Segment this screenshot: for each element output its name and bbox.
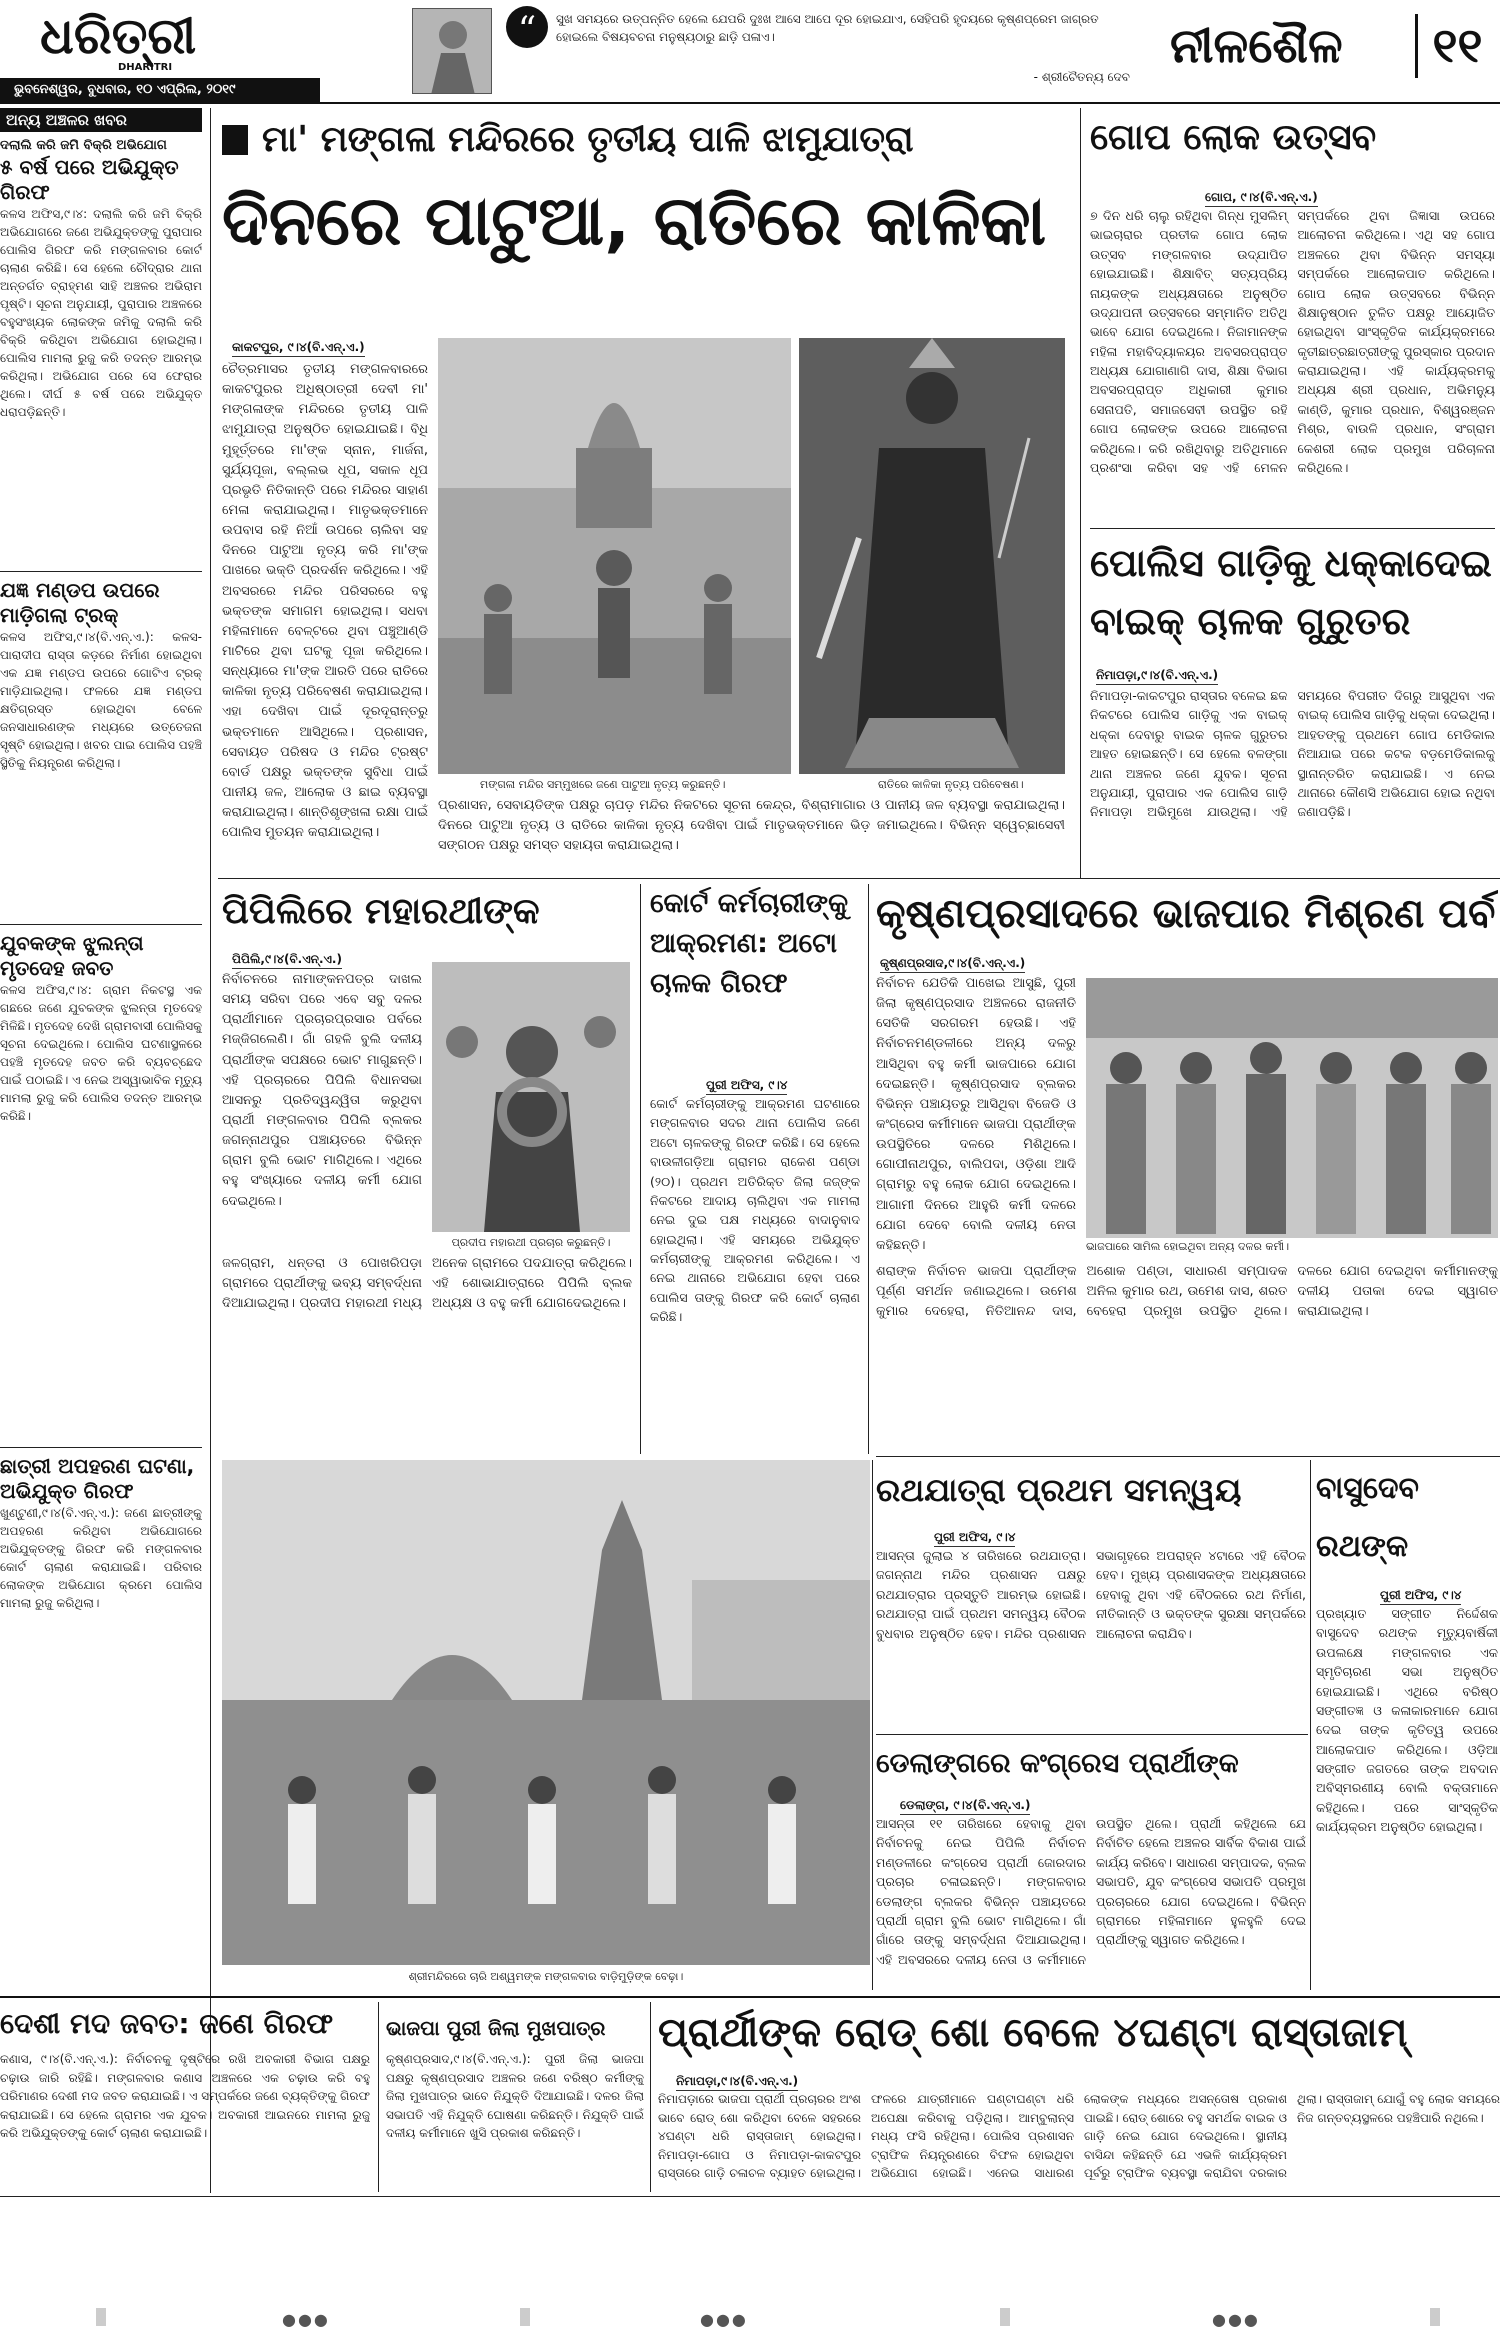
register-dots-icon: ●●● xyxy=(700,2310,748,2329)
lead-headline: ଦିନରେ ପାଟୁଆ, ରାତିରେ କାଳିକା xyxy=(222,182,1047,261)
krushna-body: ନିର୍ବାଚନ ଯେତିକି ପାଖେଇ ଆସୁଛି, ପୁରୀ ଜିଲା କୃଷ୍ଣପ୍ରସାଦ ଅଞ୍ଚଳରେ ରାଜନୀତି ସେତିକି ସରଗରମ ହେଉଛି। ଏହି ନିର୍ବାଚନମଣ୍ଡଳୀରେ ଅନ୍ୟ ଦଳରୁ ଆସିଥିବା ବହୁ କର୍ମୀ ଭାଜପାରେ ଯୋଗ ଦେଇଛନ୍ତି। କୃଷ୍ଣପ୍ରସାଦ ବ୍ଲକର ବିଭିନ୍ନ ପଞ୍ଚାୟତରୁ ଆସିଥିବା ବିଜେଡି ଓ କଂଗ୍ରେସ କର୍ମୀମାନେ ଭାଜପା ପ୍ରାର୍ଥୀଙ୍କ ଉପସ୍ଥିତିରେ ଦଳରେ ମିଶିଥିଲେ। ଗୋପୀନାଥପୁର, ବାଲିପଦା, ଓଡ଼ିଶା ଆଦି ଗ୍ରାମରୁ ବହୁ ଲୋକ ଯୋଗ ଦେଇଥିଲେ। ଆଗାମୀ ଦିନରେ ଆହୁରି କର୍ମୀ ଦଳରେ ଯୋଗ ଦେବେ ବୋଲି ଦଳୀୟ ନେତା କହିଛନ୍ତି। xyxy=(876,976,1076,1253)
srimandir-photo-caption: ଶ୍ରୀମନ୍ଦିରରେ ଚାରି ଅଶ୍ୱମଙ୍କ ମଙ୍ଗଳବାର ବାଡ଼ିମୁଡ଼ିଙ୍କ ବେଢ଼ା। xyxy=(408,1970,684,1983)
patua-photo-caption: ମଙ୍ଗଳା ମନ୍ଦିର ସମ୍ମୁଖରେ ଜଣେ ପାଟୁଆ ନୃତ୍ୟ କରୁଛନ୍ତି। xyxy=(480,778,726,791)
deity-image xyxy=(412,8,492,94)
register-dots-icon: ●●● xyxy=(282,2310,330,2329)
sidebar-divider xyxy=(0,571,202,572)
masthead-quote: ସୁଖ ସମୟରେ ଉତ୍ପନ୍ନିତ ହେଲେ ଯେପରି ଦୁଃଖ ଆସେ ଆପେ ଦୂର ହୋଇଯାଏ, ସେହିପରି ହୃଦୟରେ କୃଷ୍ଣପ୍ରେମ ଜାଗ୍ରତ ହୋଇଲେ ବିଷୟବଚନା ମନୁଷ୍ୟଠାରୁ ଛାଡ଼ି ପଳାଏ। xyxy=(556,12,1099,44)
masthead-date-bar: ଭୁବନେଶ୍ୱର, ବୁଧବାର, ୧୦ ଏପ୍ରିଲ, ୨୦୧୯ xyxy=(0,78,320,102)
kicker-square-icon xyxy=(222,125,248,155)
sidebar-intro: ଦଲାଲି କରି ଜମି ବିକ୍ରି ଅଭିଯୋଗ xyxy=(0,138,167,153)
footer-rule xyxy=(0,2196,1500,2197)
kalika-photo-caption: ରାତିରେ କାଳିକା ନୃତ୍ୟ ପରିବେଷଣ। xyxy=(878,778,1024,791)
quote-mark-icon: “ xyxy=(506,6,548,48)
pipili-headline: ପିପିଲିରେ ମହାରଥୀଙ୍କ xyxy=(222,891,540,932)
sidebar-story1-body: କଳସ ଅଫିସ,୯।୪: ଦଲାଲି କରି ଜମି ବିକ୍ରି ଅଭିଯୋଗରେ ଜଣେ ଅଭିଯୁକ୍ତଙ୍କୁ ପୁରାପାର ପୋଲିସ ଗିରଫ କରି ମଙ୍ଗଳବାର କୋର୍ଟ ଚାଲାଣ କରିଛି। ସେ ହେଲେ ଚୌଦ୍ରାର ଥାନା ଅନ୍ତର୍ଗତ ବ୍ରାହ୍ମଣ ସାହି ଅଞ୍ଚଳର ଅଭିରାମ ପୃଷ୍ଟି। ସୂଚନା ଅନୁଯାୟୀ, ପୁରାପାର ଅଞ୍ଚଳରେ ବହୁସଂଖ୍ୟକ ଲୋକଙ୍କ ଜମିକୁ ଦଲାଲି କରି ବିକ୍ରି କରିଥିବା ଅଭିଯୋଗ ହୋଇଥିଲା। ପୋଲିସ ମାମଲା ରୁଜୁ କରି ତଦନ୍ତ ଆରମ୍ଭ କରିଥିଲା। ଅଭିଯୋଗ ପରେ ସେ ଫେରାର ଥିଲେ। ଦୀର୍ଘ ୫ ବର୍ଷ ପରେ ଅଭିଯୁକ୍ତ ଧରାପଡ଼ିଛନ୍ତି। xyxy=(0,207,202,419)
lead-body: ଚୈତ୍ରମାସର ତୃତୀୟ ମଙ୍ଗଳବାରରେ କାକଟପୁରର ଅଧିଷ୍ଠାତ୍ରୀ ଦେବୀ ମା' ମଙ୍ଗଳାଙ୍କ ମନ୍ଦିରରେ ତୃତୀୟ ପାଳି ଝାମୁଯାତ୍ରା ଅନୁଷ୍ଠିତ ହୋଇଯାଇଛି। ବିଧି ମୁହୂର୍ତ୍ତରେ ମା'ଙ୍କ ସ୍ନାନ, ମାର୍ଜନା, ସୁର୍ଯ୍ୟପୂଜା, ବଲ୍ଲଭ ଧୂପ, ସକାଳ ଧୂପ ପ୍ରଭୃତି ନିତିକାନ୍ତି ପରେ ମନ୍ଦିରର ସାହାଣ ମେଳା କରାଯାଇଥିଲା। ମାତୃଭକ୍ତମାନେ ଉପବାସ ରହି ନିଆଁ ଉପରେ ଚାଲିବା ସହ ଦିନରେ ପାଟୁଆ ନୃତ୍ୟ କରି ମା'ଙ୍କ ପାଖରେ ଭକ୍ତି ପ୍ରଦର୍ଶନ କରିଥିଲେ। ଏହି ଅବସରରେ ମନ୍ଦିର ପରିସରରେ ବହୁ ଭକ୍ତଙ୍କ ସମାଗମ ହୋଇଥିଲା। ସଧବା ମହିଳାମାନେ ବେଳ୍ଟରେ ଥିବା ପଞ୍ଚୁଆଣ୍ଡି ମାଟିରେ ଥିବା ଘଟକୁ ପୂଜା କରିଥିଲେ। ସନ୍ଧ୍ୟାରେ ମା'ଙ୍କ ଆରତି ପରେ ରାତିରେ କାଳିକା ନୃତ୍ୟ ପରିବେଷଣ କରାଯାଇଥିଲା। ଏହା ଦେଖିବା ପାଇଁ ଦୂରଦୂରାନ୍ତରୁ ଭକ୍ତମାନେ ଆସିଥିଲେ। ପ୍ରଶାସନ, ସେବାୟତ ପରିଷଦ ଓ ମନ୍ଦିର ଟ୍ରଷ୍ଟ ବୋର୍ଡ ପକ୍ଷରୁ ଭକ୍ତଙ୍କ ସୁବିଧା ପାଇଁ ପାନୀୟ ଜଳ, ଆଲୋକ ଓ ଛାଇ ବ୍ୟବସ୍ଥା କରାଯାଇଥିଲା। ଶାନ୍ତିଶୃଙ୍ଖଳା ରକ୍ଷା ପାଇଁ ପୋଲିସ ମୁତୟନ କରାଯାଇଥିଲା। xyxy=(222,362,428,841)
sidebar-story1-headline: ୫ ବର୍ଷ ପରେ ଅଭିଯୁକ୍ତ ଗିରଫ xyxy=(0,155,179,204)
gop-body: ୭ ଦିନ ଧରି ଚାଲୁ ରହିଥିବା ଗିନ୍ଧ ମୁସଲିମ୍ ଭାଇଚାରାର ପ୍ରତୀକ ଗୋପ ଲୋକ ଉତ୍ସବ ମଙ୍ଗଳବାର ଉଦ୍‌ଯାପିତ ହୋଇଯାଇଛି। ଶିକ୍ଷାବିତ୍ ସତ୍ୟପ୍ରିୟ ନାୟକଙ୍କ ଅଧ୍ୟକ୍ଷତାରେ ଅନୁଷ୍ଠିତ ଉଦ୍‌ଯାପନୀ ଉତ୍ସବରେ ସମ୍ମାନିତ ଅତିଥି ଭାବେ ଯୋଗ ଦେଇଥିଲେ। ନିଜାମାନଙ୍କ ମହିଳା ମହାବିଦ୍ୟାଳୟର ଅବସରପ୍ରାପ୍ତ ଅଧ୍ୟକ୍ଷ ଯୋଗାଣାଗି ଦାସ, ଶିକ୍ଷା ବିଭାଗ ଅବସରପ୍ରାପ୍ତ ଅଧିକାରୀ କୁମାର ସେନାପତି, ସମାଜସେବୀ ଉପସ୍ଥିତ ରହି ଗୋପ ଲୋକଙ୍କ ଉପରେ ଆଲୋଚନା କରିଥିଲେ। କରି ରଖିଥିବାରୁ ଅତିଥିମାନେ ପ୍ରଶଂସା କରିବା ସହ ଏହି ମେଳନ ସମ୍ପର୍କରେ ଥିବା ଜିଜ୍ଞାସା ଉପରେ ଆଲୋଚନା କରିଥିଲେ। ଏଥି ସହ ଗୋପ ଅଞ୍ଚଳରେ ଥିବା ବିଭିନ୍ନ ସମସ୍ୟା ସମ୍ପର୍କରେ ଆଲୋକପାତ କରିଥିଲେ। ଗୋପ ଲୋକ ଉତ୍ସବରେ ବିଭିନ୍ନ ଶିକ୍ଷାନୁଷ୍ଠାନ ତୁଳିତ ପକ୍ଷରୁ ଆୟୋଜିତ ହୋଇଥିବା ସାଂସ୍କୃତିକ କାର୍ଯ୍ୟକ୍ରମରେ କୃତୀଛାତ୍ରଛାତ୍ରୀଙ୍କୁ ପୁରସ୍କାର ପ୍ରଦାନ କରାଯାଇଥିଲା। ଏହି କାର୍ଯ୍ୟକ୍ରମକୁ ଅଧ୍ୟକ୍ଷ ଶ୍ରୀ ପ୍ରଧାନ, ଅଭିମନ୍ୟୁ କାଣ୍ଡି, କୁମାର ପ୍ରଧାନ, ବିଶ୍ୱରଞ୍ଜନ ମିଶ୍ର, ବାଉଳି ପ୍ରଧାନ, ସଂଗ୍ରାମ କେଶରୀ ଲୋକ ପ୍ରମୁଖ ପରିଚାଳନା କରିଥିଲେ। xyxy=(1090,208,1495,475)
pipili-candidate-photo xyxy=(432,962,630,1232)
masthead-quote-author: - ଶ୍ରୀଚୈତନ୍ୟ ଦେବ xyxy=(1033,70,1130,84)
pipili-body: ନିର୍ବାଚନରେ ନାମାଙ୍କନପତ୍ର ଦାଖଲ ସମୟ ସରିବା ପରେ ଏବେ ସବୁ ଦଳର ପ୍ରାର୍ଥୀମାନେ ପ୍ରଚାରପ୍ରସାର ପର୍ବରେ ମଜ୍ଜିଗଲେଣି। ଗାଁ ଗହଳି ବୁଲି ଦଳୀୟ ପ୍ରାର୍ଥୀଙ୍କ ସପକ୍ଷରେ ଭୋଟ ମାଗୁଛନ୍ତି। ଏହି ପ୍ରଚାରରେ ପିପିଲି ବିଧାନସଭା ଆସନରୁ ପ୍ରତିଦ୍ୱନ୍ଦ୍ୱିତା କରୁଥିବା ପ୍ରାର୍ଥୀ ମଙ୍ଗଳବାର ପିପିଲି ବ୍ଲକର ଜଗନ୍ନାଥପୁର ପଞ୍ଚାୟତରେ ବିଭିନ୍ନ ଗ୍ରାମ ବୁଲି ଭୋଟ ମାଗିଥିଲେ। ଏଥିରେ ବହୁ ସଂଖ୍ୟାରେ ଦଳୀୟ କର୍ମୀ ଯୋଗ ଦେଇଥିଲେ। xyxy=(222,972,422,1209)
kalika-dance-photo xyxy=(799,338,1065,774)
krushna-dateline-text: କୃଷ୍ଣପ୍ରସାଦ,୯।୪(ବି.ଏନ୍.ଏ.) xyxy=(880,956,1025,973)
bjp-spokesperson-body: କୃଷ୍ଣପ୍ରସାଦ,୯।୪(ବି.ଏନ୍.ଏ.): ପୁରୀ ଜିଲା ଭାଜପା ପକ୍ଷରୁ କୃଷ୍ଣପ୍ରସାଦ ଅଞ୍ଚଳର ଜଣେ ବରିଷ୍ଠ କର୍ମୀଙ୍କୁ ଜିଲା ମୁଖପାତ୍ର ଭାବେ ନିଯୁକ୍ତି ଦିଆଯାଇଛି। ଦଳର ଜିଲା ସଭାପତି ଏହି ନିଯୁକ୍ତି ଘୋଷଣା କରିଛନ୍ତି। ନିଯୁକ୍ତି ପାଇଁ ଦଳୀୟ କର୍ମୀମାନେ ଖୁସି ପ୍ରକାଶ କରିଛନ୍ତି। xyxy=(386,2052,644,2141)
lead-kicker-text: ମା' ମଙ୍ଗଳା ମନ୍ଦିରରେ ତୃତୀୟ ପାଳି ଝାମୁଯାତ୍ରା xyxy=(262,119,914,160)
column-rule xyxy=(378,2002,379,2192)
pipili-photo-caption: ପ୍ରଦୀପ ମହାରଥୀ ପ୍ରଚାର କରୁଛନ୍ତି। xyxy=(451,1236,611,1249)
liquor-headline: ଦେଶୀ ମଦ ଜବତ: ଜଣେ ଗିରଫ xyxy=(0,2007,334,2040)
sidebar-story3-headline: ଯୁବକଙ୍କ ଝୁଲନ୍ତା ମୃତଦେହ ଜବତ xyxy=(0,931,144,980)
footer-registration-marks xyxy=(0,2300,1500,2330)
basudev-headline: ବାସୁଦେବ ରଥଙ୍କ xyxy=(1316,1471,1419,1564)
basudev-dateline-text: ପୁରୀ ଅଫିସ, ୯।୪ xyxy=(1380,1588,1461,1605)
delang-headline: ଡେଲାଙ୍ଗରେ କଂଗ୍ରେସ ପ୍ରାର୍ଥୀଙ୍କ xyxy=(876,1748,1239,1779)
bjp-joining-photo xyxy=(1086,978,1498,1238)
register-block-icon xyxy=(1000,2308,1010,2326)
sidebar-story2-headline: ଯଜ୍ଞ ମଣ୍ଡପ ଉପରେ ମାଡ଼ିଗଲା ଟ୍ରକ୍ xyxy=(0,578,160,627)
sidebar-divider xyxy=(0,1447,202,1448)
delang-body: ଆସନ୍ତା ୧୧ ତାରିଖରେ ହେବାକୁ ଥିବା ନିର୍ବାଚନକୁ ନେଇ ପିପିଲି ନିର୍ବାଚନ ମଣ୍ଡଳୀରେ କଂଗ୍ରେସ ପ୍ରାର୍ଥୀ ଜୋରଦାର ପ୍ରଚାର ଚଳାଇଛନ୍ତି। ମଙ୍ଗଳବାର ଡେଲାଙ୍ଗ ବ୍ଲକର ବିଭିନ୍ନ ପଞ୍ଚାୟତରେ ପ୍ରାର୍ଥୀ ଗ୍ରାମ ବୁଲି ଭୋଟ ମାଗିଥିଲେ। ଗାଁ ଗାଁରେ ତାଙ୍କୁ ସମ୍ବର୍ଦ୍ଧନା ଦିଆଯାଇଥିଲା। ଏହି ଅବସରରେ ଦଳୀୟ ନେତା ଓ କର୍ମୀମାନେ ଉପସ୍ଥିତ ଥିଲେ। ପ୍ରାର୍ଥୀ କହିଥିଲେ ଯେ ନିର୍ବାଚିତ ହେଲେ ଅଞ୍ଚଳର ସାର୍ବିକ ବିକାଶ ପାଇଁ କାର୍ଯ୍ୟ କରିବେ। ସାଧାରଣ ସମ୍ପାଦକ, ବ୍ଲକ ସଭାପତି, ଯୁବ କଂଗ୍ରେସ ସଭାପତି ପ୍ରମୁଖ ପ୍ରଚାରରେ ଯୋଗ ଦେଇଥିଲେ। ବିଭିନ୍ନ ଗ୍ରାମରେ ମହିଳାମାନେ ହୁଳହୁଳି ଦେଇ ପ୍ରାର୍ଥୀଙ୍କୁ ସ୍ୱାଗତ କରିଥିଲେ। xyxy=(876,1816,1306,1967)
bjp-spokesperson-headline: ଭାଜପା ପୁରୀ ଜିଲା ମୁଖପାତ୍ର xyxy=(386,2016,606,2040)
column-rule xyxy=(1080,108,1081,878)
story-divider xyxy=(1090,528,1495,529)
register-block-icon xyxy=(1430,2308,1440,2326)
section-title: ନୀଳଶୈଳ xyxy=(1170,18,1343,74)
roadshow-dateline-text: ନିମାପଡ଼ା,୯।୪(ବି.ଏନ୍.ଏ.) xyxy=(676,2074,798,2091)
delang-dateline xyxy=(900,1794,1030,1815)
kalika-figure-illustration xyxy=(799,338,1065,774)
liquor-body: କଣାସ, ୯।୪(ବି.ଏନ୍.ଏ.): ନିର୍ବାଚନକୁ ଦୃଷ୍ଟିରେ ରଖି ଅବକାରୀ ବିଭାଗ ପକ୍ଷରୁ ଚଢ଼ାଉ ଜାରି ରହିଛି। ମଙ୍ଗଳବାର କଣାସ ଅଞ୍ଚଳରେ ଏକ ଚଢ଼ାଉ କରି ବହୁ ପରିମାଣର ଦେଶୀ ମଦ ଜବତ କରାଯାଇଛି। ଏ ସମ୍ପର୍କରେ ଜଣେ ବ୍ୟକ୍ତିଙ୍କୁ ଗିରଫ କରାଯାଇଛି। ସେ ହେଲେ ଗ୍ରାମର ଏକ ଯୁବକ। ଅବକାରୀ ଆଇନରେ ମାମଲା ରୁଜୁ କରି ଅଭିଯୁକ୍ତଙ୍କୁ କୋର୍ଟ ଚାଲାଣ କରାଯାଇଛି। xyxy=(0,2052,370,2141)
pipili-dateline xyxy=(232,948,342,969)
roadshow-headline: ପ୍ରାର୍ଥୀଙ୍କ ରୋଡ୍ ଶୋ ବେଳେ ୪ଘଣ୍ଟା ରାସ୍ତାଜାମ୍ xyxy=(658,2010,1408,2056)
register-block-icon xyxy=(520,2308,530,2326)
column-rule xyxy=(868,884,869,1454)
gop-dateline-text: ଗୋପ, ୯।୪(ବି.ଏନ୍.ଏ.) xyxy=(1205,190,1318,207)
story-divider xyxy=(876,1734,1308,1735)
section-rule xyxy=(876,1456,1500,1457)
temple-procession-illustration xyxy=(222,1460,870,1965)
bike-dateline-text: ନିମାପଡ଼ା,୯।୪(ବି.ଏନ୍.ଏ.) xyxy=(1096,668,1218,685)
sidebar-story4-body: ଖୁଣ୍ଟୁଣୀ,୯।୪(ବି.ଏନ୍.ଏ.): ଜଣେ ଛାତ୍ରୀଙ୍କୁ ଅପହରଣ କରିଥିବା ଅଭିଯୋଗରେ ଅଭିଯୁକ୍ତଙ୍କୁ ଗିରଫ କରି ମଙ୍ଗଳବାର କୋର୍ଟ ଚାଲାଣ କରାଯାଇଛି। ପରିବାର ଲୋକଙ୍କ ଅଭିଯୋଗ କ୍ରମେ ପୋଲିସ ମାମଲା ରୁଜୁ କରିଥିଲା। xyxy=(0,1506,202,1610)
sidebar xyxy=(0,108,202,2193)
page-number: ୧୧ xyxy=(1432,18,1483,74)
bike-body: ନିମାପଡ଼ା-କାକଟପୁର ରାସ୍ତାର ବଳେଇ ଛକ ନିକଟରେ ପୋଲିସ ଗାଡ଼ିକୁ ଏକ ବାଇକ୍ ଧକ୍କା ଦେବାରୁ ବାଇକ ଚାଳକ ଗୁରୁତର ଆହତ ହୋଇଛନ୍ତି। ସେ ହେଲେ ବଳଙ୍ଗା ଥାନା ଅଞ୍ଚଳର ଜଣେ ଯୁବକ। ସୂଚନା ଅନୁଯାୟୀ, ପୁରାପାର ଏକ ପୋଲିସ ଗାଡ଼ି ନିମାପଡ଼ା ଅଭିମୁଖେ ଯାଉଥିଲା। ଏହି ସମୟରେ ବିପରୀତ ଦିଗରୁ ଆସୁଥିବା ଏକ ବାଇକ୍ ପୋଲିସ ଗାଡ଼ିକୁ ଧକ୍କା ଦେଇଥିଲା। ଆହତଙ୍କୁ ପ୍ରଥମେ ଗୋପ ମେଡିକାଲ ନିଆଯାଇ ପରେ କଟକ ବଡ଼ମେଡିକାଲକୁ ସ୍ଥାନାନ୍ତରିତ କରାଯାଇଛି। ଏ ନେଇ ଥାନାରେ କୌଣସି ଅଭିଯୋଗ ହୋଇ ନଥିବା ଜଣାପଡ଼ିଛି। xyxy=(1090,688,1495,820)
delang-dateline-text: ଡେଲାଙ୍ଗ, ୯।୪(ବି.ଏନ୍.ଏ.) xyxy=(900,1798,1030,1815)
gop-headline: ଗୋପ ଲୋକ ଉତ୍ସବ xyxy=(1090,117,1377,158)
bjp-photo-caption: ଭାଜପାରେ ସାମିଲ ହୋଇଥିବା ଅନ୍ୟ ଦଳର କର୍ମୀ। xyxy=(1086,1240,1290,1253)
sidebar-story3-body: କଳସ ଅଫିସ,୯।୪: ଗ୍ରାମ ନିକଟସ୍ଥ ଏକ ଗଛରେ ଜଣେ ଯୁବକଙ୍କ ଝୁଲନ୍ତା ମୃତଦେହ ମିଳିଛି। ମୃତଦେହ ଦେଖି ଗ୍ରାମବାସୀ ପୋଲିସକୁ ସୂଚନା ଦେଇଥିଲେ। ପୋଲିସ ଘଟଣାସ୍ଥଳରେ ପହଞ୍ଚି ମୃତଦେହ ଜବତ କରି ବ୍ୟବଚ୍ଛେଦ ପାଇଁ ପଠାଇଛି। ଏ ନେଇ ଅସ୍ୱାଭାବିକ ମୃତ୍ୟୁ ମାମଲା ରୁଜୁ କରି ପୋଲିସ ତଦନ୍ତ ଆରମ୍ଭ କରିଛି। xyxy=(0,983,202,1123)
rath-body: ଆସନ୍ତା ଜୁଲାଇ ୪ ତାରିଖରେ ରଥଯାତ୍ରା। ଜଗନ୍ନାଥ ମନ୍ଦିର ପ୍ରଶାସନ ପକ୍ଷରୁ ରଥଯାତ୍ରାର ପ୍ରସ୍ତୁତି ଆରମ୍ଭ ହୋଇଛି। ରଥଯାତ୍ରା ପାଇଁ ପ୍ରଥମ ସମନ୍ୱୟ ବୈଠକ ବୁଧବାର ଅନୁଷ୍ଠିତ ହେବ। ମନ୍ଦିର ପ୍ରଶାସନ ସଭାଗୃହରେ ଅପରାହ୍ନ ୪ଟାରେ ଏହି ବୈଠକ ହେବ। ମୁଖ୍ୟ ପ୍ରଶାସକଙ୍କ ଅଧ୍ୟକ୍ଷତାରେ ହେବାକୁ ଥିବା ଏହି ବୈଠକରେ ରଥ ନିର୍ମାଣ, ନୀତିକାନ୍ତି ଓ ଭକ୍ତଙ୍କ ସୁରକ୍ଷା ସମ୍ପର୍କରେ ଆଲୋଚନା କରାଯିବ। xyxy=(876,1548,1306,1641)
pipili-body-continued: ଜଳଗ୍ରାମ, ଧନ୍ତରା ଓ ପୋଖରିପଡ଼ା ଗ୍ରାମରେ ପ୍ରାର୍ଥୀଙ୍କୁ ଭବ୍ୟ ସମ୍ବର୍ଦ୍ଧନା ଦିଆଯାଇଥିଲା। ପ୍ରଦୀପ ମହାରଥୀ ମଧ୍ୟ ଅନେକ ଗ୍ରାମରେ ପଦଯାତ୍ରା କରିଥିଲେ। ଏହି ଶୋଭାଯାତ୍ରାରେ ପିପିଲି ବ୍ଲକ ଅଧ୍ୟକ୍ଷ ଓ ବହୁ କର୍ମୀ ଯୋଗଦେଇଥିଲେ। xyxy=(222,1256,632,1312)
bike-headline: ପୋଲିସ ଗାଡ଼ିକୁ ଧକ୍କାଦେଇ ବାଇକ୍ ଚାଳକ ଗୁରୁତର xyxy=(1090,541,1492,643)
krushna-headline: କୃଷ୍ଣପ୍ରସାଦରେ ଭାଜପାର ମିଶ୍ରଣ ପର୍ବ xyxy=(876,891,1496,937)
rath-headline: ରଥଯାତ୍ରା ପ୍ରଥମ ସମନ୍ୱୟ xyxy=(876,1471,1242,1509)
krushna-body-continued: ଶରାଙ୍କ ନିର୍ବାଚନ ଭାଜପା ପ୍ରାର୍ଥୀଙ୍କ ପୂର୍ଣ୍ଣ ସମର୍ଥନ ଜଣାଇଥିଲେ। ଉମେଶ କୁମାର ଦେହେରା, ନିତିଆନନ୍ଦ ଦାସ, ଅଶୋକ ପଣ୍ଡା, ସାଧାରଣ ସମ୍ପାଦକ ଅନିଲ କୁମାର ରଥ, ଉମେଶ ଦାସ, ଶରତ ବେହେରା ପ୍ରମୁଖ ଉପସ୍ଥିତ ଥିଲେ। ଦଳରେ ଯୋଗ ଦେଇଥିବା କର୍ମୀମାନଙ୍କୁ ଦଳୀୟ ପତାକା ଦେଇ ସ୍ୱାଗତ କରାଯାଇଥିଲା। xyxy=(876,1264,1498,1320)
masthead xyxy=(0,0,1500,100)
basudev-body: ପ୍ରଖ୍ୟାତ ସଙ୍ଗୀତ ନିର୍ଦ୍ଦେଶକ ବାସୁଦେବ ରଥଙ୍କ ମୃତ୍ୟୁବାର୍ଷିକୀ ଉପଲକ୍ଷେ ମଙ୍ଗଳବାର ଏକ ସ୍ମୃତିଚାରଣ ସଭା ଅନୁଷ୍ଠିତ ହୋଇଯାଇଛି। ଏଥିରେ ବରିଷ୍ଠ ସଙ୍ଗୀତଜ୍ଞ ଓ କଳାକାରମାନେ ଯୋଗ ଦେଇ ତାଙ୍କ କୃତିତ୍ୱ ଉପରେ ଆଲୋକପାତ କରିଥିଲେ। ଓଡ଼ିଆ ସଙ୍ଗୀତ ଜଗତରେ ତାଙ୍କ ଅବଦାନ ଅବିସ୍ମରଣୀୟ ବୋଲି ବକ୍ତାମାନେ କହିଥିଲେ। ପରେ ସାଂସ୍କୃତିକ କାର୍ଯ୍ୟକ୍ରମ ଅନୁଷ୍ଠିତ ହୋଇଥିଲା। xyxy=(1316,1606,1498,1835)
pipili-dateline-text: ପିପିଲି,୯।୪(ବି.ଏନ୍.ଏ.) xyxy=(232,952,342,969)
column-rule xyxy=(640,884,641,1454)
srimandir-photo xyxy=(222,1460,870,1965)
section-divider xyxy=(1415,14,1418,78)
sidebar-divider xyxy=(0,924,202,925)
roadshow-body: ନିମାପଡ଼ାରେ ଭାଜପା ପ୍ରାର୍ଥୀ ପ୍ରଚାରର ଅଂଶ ଭାବେ ରୋଡ୍ ଶୋ କରିଥିବା ବେଳେ ସହରରେ ୪ଘଣ୍ଟା ଧରି ରାସ୍ତାଜାମ୍ ହୋଇଥିଲା। ନିମାପଡ଼ା-ଗୋପ ଓ ନିମାପଡ଼ା-କାକଟପୁର ରାସ୍ତାରେ ଗାଡ଼ି ଚଳାଚଳ ବ୍ୟାହତ ହୋଇଥିଲା। ଫଳରେ ଯାତ୍ରୀମାନେ ଘଣ୍ଟାଘଣ୍ଟା ଧରି ଅପେକ୍ଷା କରିବାକୁ ପଡ଼ିଥିଲା। ଆମ୍ବୁଲାନ୍ସ ମଧ୍ୟ ଫସି ରହିଥିଲା। ପୋଲିସ ପ୍ରଶାସନ ଟ୍ରାଫିକ ନିୟନ୍ତ୍ରଣରେ ବିଫଳ ହୋଇଥିବା ଅଭିଯୋଗ ହୋଇଛି। ଏନେଇ ସାଧାରଣ ଲୋକଙ୍କ ମଧ୍ୟରେ ଅସନ୍ତୋଷ ପ୍ରକାଶ ପାଇଛି। ରୋଡ୍ ଶୋରେ ବହୁ ସମର୍ଥକ ବାଇକ ଓ ଗାଡ଼ି ନେଇ ଯୋଗ ଦେଇଥିଲେ। ସ୍ଥାନୀୟ ବାସିନ୍ଦା କହିଛନ୍ତି ଯେ ଏଭଳି କାର୍ଯ୍ୟକ୍ରମ ପୂର୍ବରୁ ଟ୍ରାଫିକ ବ୍ୟବସ୍ଥା କରାଯିବା ଦରକାର ଥିଲା। ରାସ୍ତାଜାମ୍ ଯୋଗୁଁ ବହୁ ଲୋକ ସମୟରେ ନିଜ ଗନ୍ତବ୍ୟସ୍ଥଳରେ ପହଞ୍ଚିପାରି ନଥିଲେ। xyxy=(658,2092,1500,2181)
sidebar-story4-headline: ଛାତ୍ରୀ ଅପହରଣ ଘଟଣା, ଅଭିଯୁକ୍ତ ଗିରଫ xyxy=(0,1454,195,1503)
lead-kicker xyxy=(222,116,1082,164)
candidate-garland-illustration xyxy=(432,962,630,1232)
court-dateline xyxy=(706,1074,787,1095)
rath-dateline-text: ପୁରୀ ଅଫିସ, ୯।୪ xyxy=(934,1530,1015,1547)
court-dateline-text: ପୁରୀ ଅଫିସ, ୯।୪ xyxy=(706,1078,787,1095)
sidebar-label: ଅନ୍ୟ ଅଞ୍ଚଳର ଖବର xyxy=(0,108,202,132)
court-headline: କୋର୍ଟ କର୍ମଚାରୀଙ୍କୁ ଆକ୍ରମଣ: ଅଟୋ ଚାଳକ ଗିରଫ xyxy=(650,888,849,999)
roadshow-dateline xyxy=(676,2070,798,2091)
lead-dateline-text: କାକଟପୁର, ୯।୪(ବି.ଏନ୍.ଏ.) xyxy=(232,340,365,357)
masthead-rule xyxy=(0,102,1500,104)
masthead-logo-sub: DHARITRI xyxy=(118,62,173,73)
lead-dateline xyxy=(232,336,365,357)
group-of-men-illustration xyxy=(1086,978,1498,1238)
krushna-dateline xyxy=(880,952,1025,973)
rath-dateline xyxy=(934,1526,1015,1547)
column-rule xyxy=(872,1460,873,1990)
court-body: କୋର୍ଟ କର୍ମଚାରୀଙ୍କୁ ଆକ୍ରମଣ ଘଟଣାରେ ମଙ୍ଗଳବାର ସଦର ଥାନା ପୋଲିସ ଜଣେ ଅଟୋ ଚାଳକଙ୍କୁ ଗିରଫ କରିଛି। ସେ ହେଲେ ବାଉଳୀଗଡ଼ିଆ ଗ୍ରାମର ରାକେଶ ପଣ୍ଡା (୨୦)। ପ୍ରଥମ ଅତିରିକ୍ତ ଜିଲା ଜଜ୍‌ଙ୍କ ନିକଟରେ ଆଦାୟ ଚାଲିଥିବା ଏକ ମାମଲା ନେଇ ଦୁଇ ପକ୍ଷ ମଧ୍ୟରେ ବାଦାନୁବାଦ ହୋଇଥିଲା। ଏହି ସମୟରେ ଅଭିଯୁକ୍ତ କର୍ମଚାରୀଙ୍କୁ ଆକ୍ରମଣ କରିଥିଲେ। ଏ ନେଇ ଥାନାରେ ଅଭିଯୋଗ ହେବା ପରେ ପୋଲିସ ତାଙ୍କୁ ଗିରଫ କରି କୋର୍ଟ ଚାଲାଣ କରିଛି। xyxy=(650,1096,860,1325)
section-rule xyxy=(218,878,1500,879)
deity-figure-icon xyxy=(413,9,492,94)
masthead-logo: ଧରିତ୍ରୀ xyxy=(40,7,197,65)
gop-dateline xyxy=(1205,186,1318,207)
basudev-dateline xyxy=(1380,1584,1461,1605)
patua-dance-photo xyxy=(438,338,791,774)
sidebar-story2-body: କଳସ ଅଫିସ,୯।୪(ବି.ଏନ୍.ଏ.): କଳସ-ପାରାଦୀପ ରାସ୍ତା କଡ଼ରେ ନିର୍ମାଣ ହୋଇଥିବା ଏକ ଯଜ୍ଞ ମଣ୍ଡପ ଉପରେ ଗୋଟିଏ ଟ୍ରକ୍ ମାଡ଼ିଯାଇଥିଲା। ଫଳରେ ଯଜ୍ଞ ମଣ୍ଡପ କ୍ଷତିଗ୍ରସ୍ତ ହୋଇଥିବା ବେଳେ ଜନସାଧାରଣଙ୍କ ମଧ୍ୟରେ ଉତ୍ତେଜନା ସୃଷ୍ଟି ହୋଇଥିଲା। ଖବର ପାଇ ପୋଲିସ ପହଞ୍ଚି ସ୍ଥିତିକୁ ନିୟନ୍ତ୍ରଣ କରିଥିଲା। xyxy=(0,630,202,770)
column-rule xyxy=(1310,1460,1311,1990)
bike-dateline xyxy=(1096,664,1218,685)
temple-crowd-illustration xyxy=(438,338,791,774)
register-dots-icon: ●●● xyxy=(1212,2310,1260,2329)
sidebar-rule xyxy=(210,108,211,2193)
register-block-icon xyxy=(96,2308,106,2326)
lead-body-continued: ପ୍ରଶାସନ, ସେବାୟତିଙ୍କ ପକ୍ଷରୁ ଚାପଡ଼ ମନ୍ଦିର ନିକଟରେ ସୂଚନା କେନ୍ଦ୍ର, ବିଶ୍ରାମାଗାର ଓ ପାନୀୟ ଜଳ ବ୍ୟବସ୍ଥା କରାଯାଇଥିଲା। ଦିନରେ ପାଟୁଆ ନୃତ୍ୟ ଓ ରାତିରେ କାଳିକା ନୃତ୍ୟ ଦେଖିବା ପାଇଁ ମାତୃଭକ୍ତମାନେ ଭିଡ଼ ଜମାଇଥିଲେ। ବିଭିନ୍ନ ସ୍ୱେଚ୍ଛାସେବୀ ସଙ୍ଗଠନ ପକ୍ଷରୁ ସମସ୍ତ ସହାୟତା କରାଯାଇଥିଲା। xyxy=(438,798,1065,854)
section-rule xyxy=(0,1996,1500,1998)
column-rule xyxy=(650,2002,651,2192)
